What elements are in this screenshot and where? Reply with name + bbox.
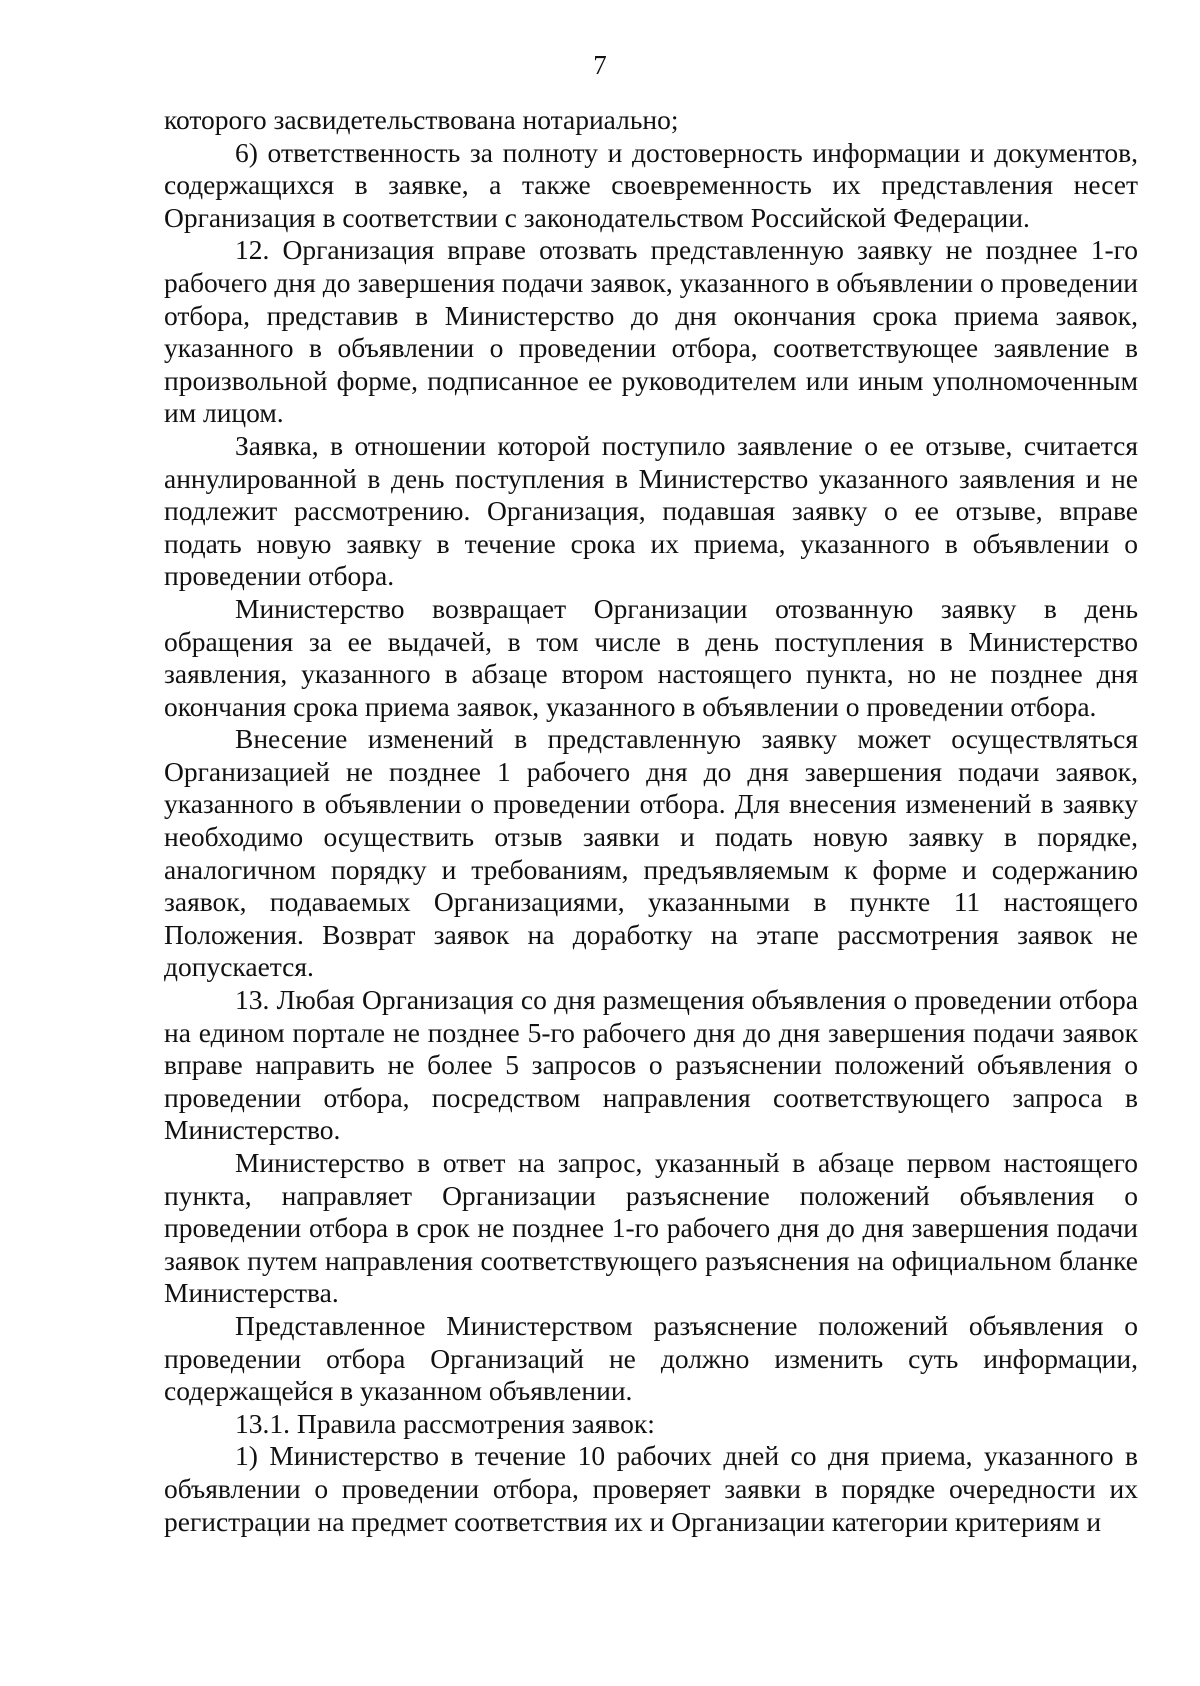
- paragraph: Представленное Министерством разъяснение положений объявления о проведении отбора Организаций не должно изменить суть информации, содержащейся в указанном объявлении.: [164, 1309, 1138, 1407]
- paragraph: 13. Любая Организация со дня размещения объявления о проведении отбора на едином портале не позднее 5-го рабочего дня до дня завершения подачи заявок вправе направить не более 5 запросов о разъяснении положений объявления о проведении отбора, посредством направления соответствующего запроса в Министерство.: [164, 984, 1138, 1146]
- paragraph: Заявка, в отношении которой поступило заявление о ее отзыве, считается аннулированной в день поступления в Министерство указанного заявления и не подлежит рассмотрению. Организация, подавшая заявку о ее отзыве, вправе подать новую заявку в течение срока их приема, указанного в объявлении о проведении отбора.: [164, 429, 1138, 592]
- paragraph: 1) Министерство в течение 10 рабочих дней со дня приема, указанного в объявлении о проведении отбора, проверяет заявки в порядке очередности их регистрации на предмет соответствия их и Организации категории критериям и: [164, 1440, 1138, 1537]
- paragraph: Министерство возвращает Организации отозванную заявку в день обращения за ее выдачей, в том числе в день поступления в Министерство заявления, указанного в абзаце втором настоящего пункта, но не позднее дня окончания срока приема заявок, указанного в объявлении о проведении отбора.: [164, 592, 1138, 722]
- paragraph: 6) ответственность за полноту и достоверность информации и документов, содержащихся в заявке, а также своевременность их представления несет Организация в соответствии с законодательством Российской Федерации.: [164, 136, 1138, 233]
- paragraph: 13.1. Правила рассмотрения заявок:: [235, 1407, 655, 1439]
- paragraph: Министерство в ответ на запрос, указанный в абзаце первом настоящего пункта, направляет Организации разъяснение положений объявления о проведении отбора в срок не позднее 1-го рабочего дня до дня завершения подачи заявок путем направления соответствующего разъяснения на официальном бланке Министерства.: [164, 1147, 1138, 1309]
- page-number: 7: [593, 50, 607, 80]
- paragraph: которого засвидетельствована нотариально;: [164, 104, 679, 135]
- paragraph: 12. Организация вправе отозвать представленную заявку не позднее 1-го рабочего дня до завершения подачи заявок, указанного в объявлении о проведении отбора, представив в Министерство до дня окончания срока приема заявок, указанного в объявлении о проведении отбора, соответствующее заявление в произвольной форме, подписанное ее руководителем или иным уполномоченным им лицом.: [164, 234, 1138, 429]
- paragraph: Внесение изменений в представленную заявку может осуществляться Организацией не позднее 1 рабочего дня до дня завершения подачи заявок, указанного в объявлении о проведении отбора. Для внесения изменений в заявку необходимо осуществить отзыв заявки и подать новую заявку в порядке, аналогичном порядку и требованиям, предъявляемым к форме и содержанию заявок, подаваемых Организациями, указанными в пункте 11 настоящего Положения. Возврат заявок на доработку на этапе рассмотрения заявок не допускается.: [164, 723, 1138, 983]
- document-body: [164, 104, 1138, 1538]
